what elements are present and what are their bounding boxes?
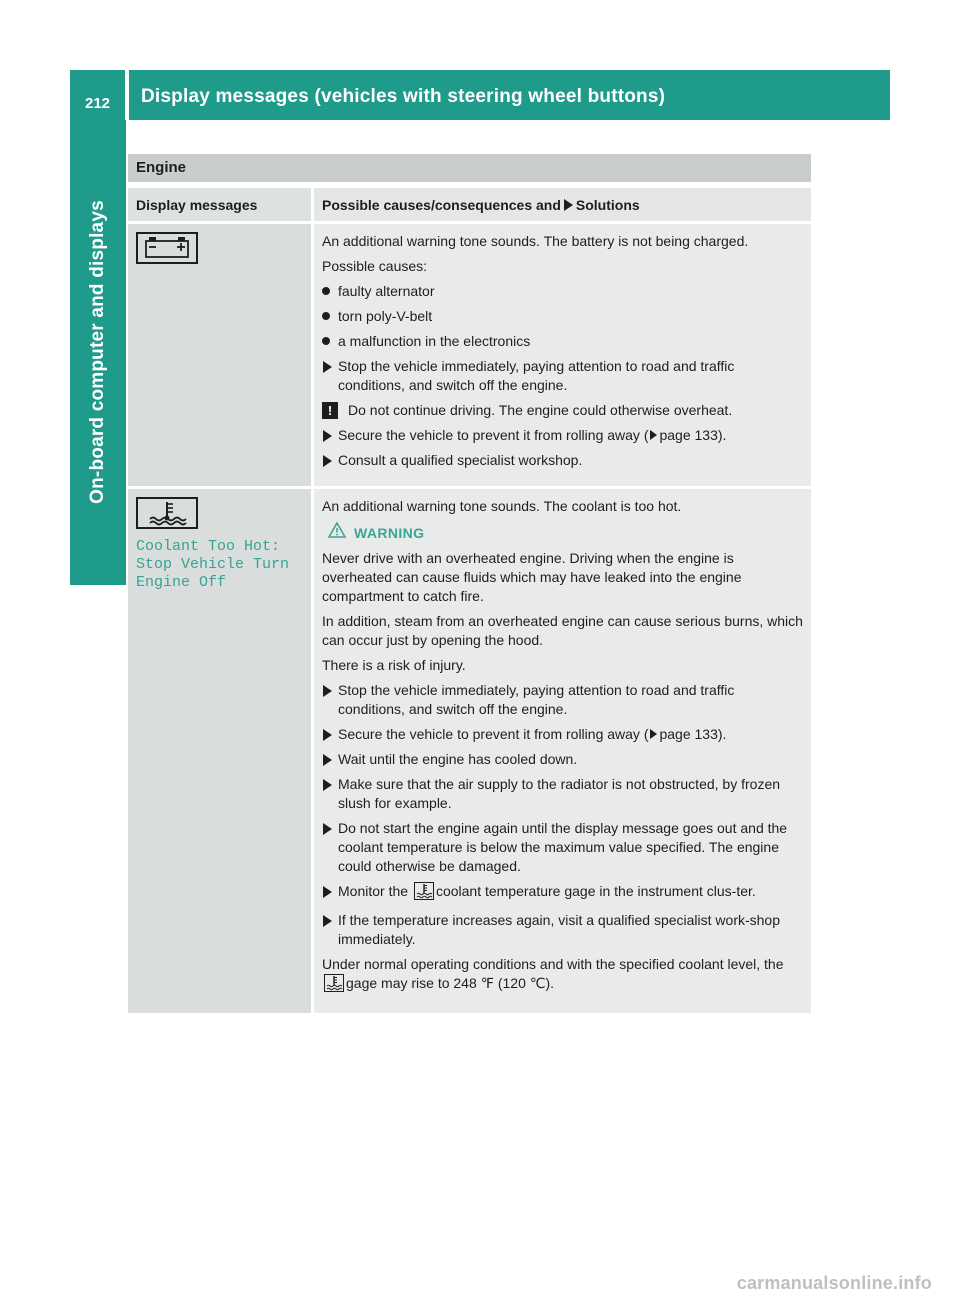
list-item: faulty alternator bbox=[322, 282, 803, 301]
chapter-side-label: On-board computer and displays bbox=[87, 200, 108, 504]
instruction-item: Secure the vehicle to prevent it from rolling away ( page 133). bbox=[322, 725, 803, 744]
page-reference-icon bbox=[650, 729, 657, 739]
display-message-text: Coolant Too Hot: Stop Vehicle Turn Engine Off bbox=[136, 538, 290, 591]
coolant-temperature-icon bbox=[324, 974, 344, 997]
warning-paragraph: Never drive with an overheated engine. Driving when the engine is overheated can cause fluids which may have leaked into the engine compartment to catch fire. bbox=[322, 550, 742, 604]
instruction-item: Secure the vehicle to prevent it from rolling away ( page 133). bbox=[322, 426, 803, 445]
possible-causes-label: Possible causes: bbox=[322, 258, 428, 274]
column-header-solutions-label: Solutions bbox=[575, 197, 640, 213]
row-intro: An additional warning tone sounds. The battery is not being charged. bbox=[322, 233, 749, 249]
caution-note: ! Do not continue driving. The engine could otherwise overheat. bbox=[322, 401, 803, 420]
section-title: Engine bbox=[128, 154, 811, 182]
warning-paragraph: There is a risk of injury. bbox=[322, 657, 466, 673]
table-row bbox=[128, 489, 811, 1013]
warning-heading bbox=[322, 522, 803, 543]
coolant-temperature-icon bbox=[414, 882, 434, 905]
page-title: Display messages (vehicles with steering wheel buttons) bbox=[141, 86, 666, 107]
page-reference-icon bbox=[650, 430, 657, 440]
exclamation-icon: ! bbox=[322, 402, 338, 419]
header-divider bbox=[125, 70, 129, 120]
instruction-item: Make sure that the air supply to the radiator is not obstructed, by frozen slush for example. bbox=[322, 775, 803, 813]
list-item: torn poly-V-belt bbox=[322, 307, 803, 326]
instruction-item: Wait until the engine has cooled down. bbox=[322, 750, 803, 769]
display-message-cell bbox=[128, 489, 311, 1013]
column-header-display-messages: Display messages bbox=[128, 188, 311, 221]
causes-cell bbox=[314, 224, 811, 486]
battery-icon bbox=[136, 232, 198, 269]
causes-cell bbox=[314, 489, 811, 1013]
warning-triangle-icon bbox=[328, 522, 346, 543]
instruction-item: Stop the vehicle immediately, paying attention to road and traffic conditions, and switch off the engine. bbox=[322, 681, 803, 719]
instruction-item: Consult a qualified specialist workshop. bbox=[322, 451, 803, 470]
column-header-causes-label: Possible causes/consequences and bbox=[322, 197, 561, 213]
watermark: carmanualsonline.info bbox=[736, 1273, 932, 1293]
warning-paragraph: In addition, steam from an overheated engine can cause serious burns, which can occur just by opening the hood. bbox=[322, 613, 803, 648]
instruction-item: Stop the vehicle immediately, paying attention to road and traffic conditions, and switch off the engine. bbox=[322, 357, 803, 395]
solution-arrow-icon bbox=[564, 199, 573, 211]
page-number: 212 bbox=[84, 95, 111, 112]
table-header-row bbox=[128, 188, 811, 221]
list-item: a malfunction in the electronics bbox=[322, 332, 803, 351]
instruction-item: Do not start the engine again until the display message goes out and the coolant temperature is below the maximum value specified. The engine could otherwise be damaged. bbox=[322, 819, 803, 876]
instruction-item: Monitor the coolant temperature gage in the instrument clus-ter. bbox=[322, 882, 803, 905]
row-intro: An additional warning tone sounds. The coolant is too hot. bbox=[322, 498, 682, 514]
display-messages-table bbox=[128, 188, 811, 1013]
table-row bbox=[128, 224, 811, 486]
closing-paragraph: Under normal operating conditions and with the specified coolant level, the gage may rise to 248 ℉ (120 ℃). bbox=[322, 955, 803, 997]
coolant-temperature-icon bbox=[136, 497, 198, 534]
display-message-cell bbox=[128, 224, 311, 486]
instruction-item: If the temperature increases again, visit a qualified specialist work-shop immediately. bbox=[322, 911, 803, 949]
warning-label: WARNING bbox=[354, 524, 425, 541]
column-header-causes bbox=[314, 188, 811, 221]
